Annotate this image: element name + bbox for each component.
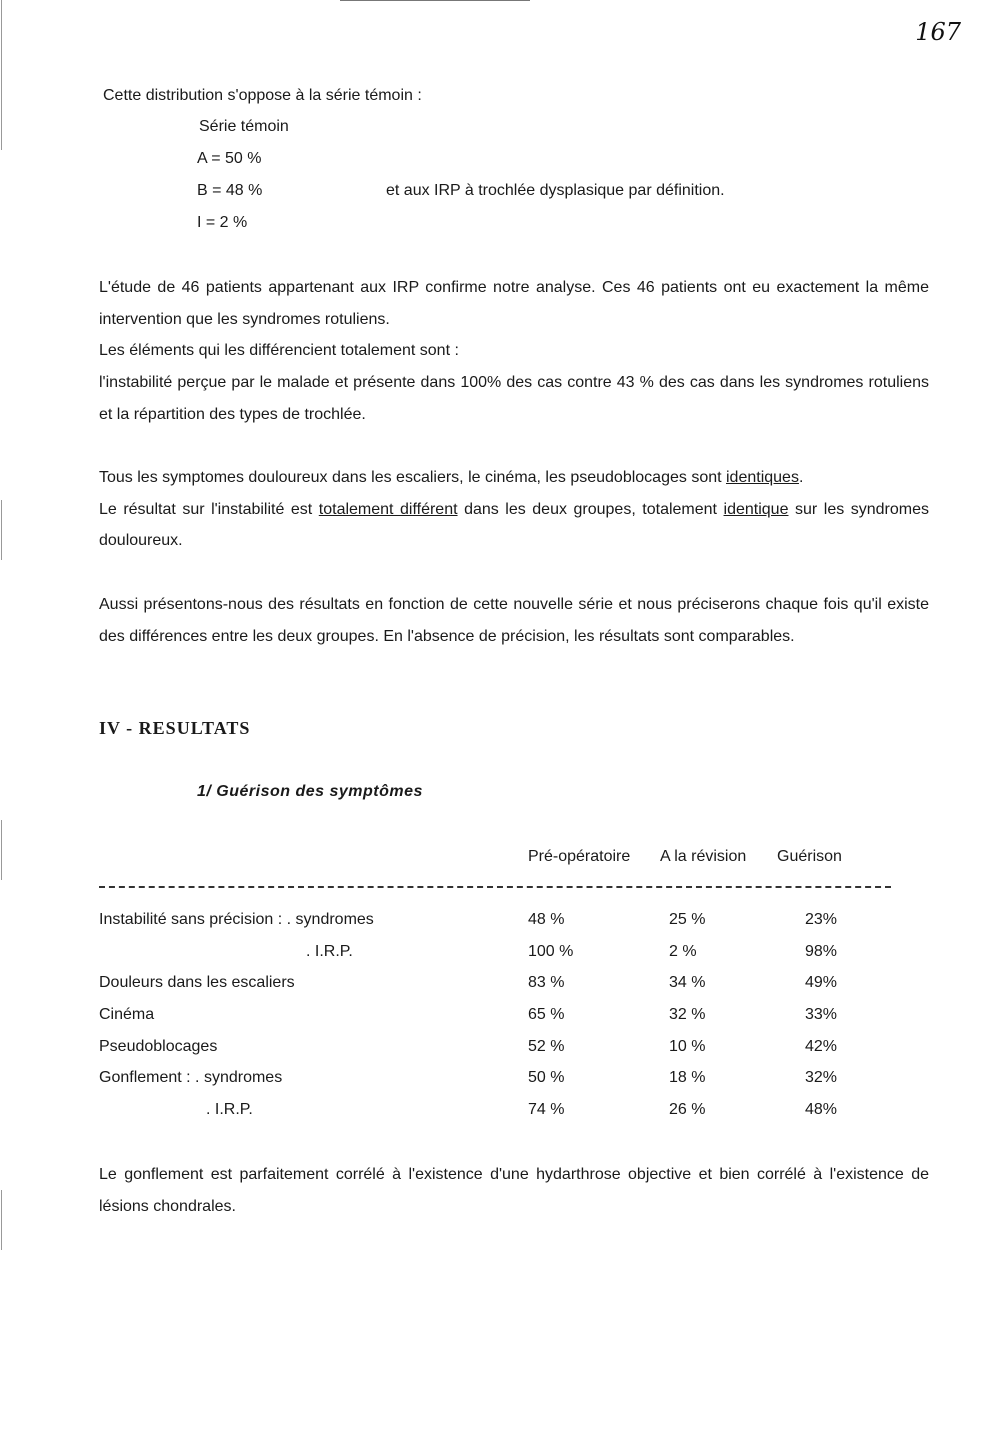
table-header-preop: Pré-opératoire — [528, 848, 631, 865]
table-header-guerison: Guérison — [777, 848, 842, 865]
serie-b-value: B = 48 % — [197, 182, 263, 199]
section-title: IV - RESULTATS — [99, 718, 251, 738]
table-row — [0, 911, 995, 933]
table-row — [0, 974, 995, 996]
row-revision: 18 % — [669, 1069, 706, 1086]
row-guerison: 32% — [805, 1069, 838, 1086]
row-guerison: 42% — [805, 1038, 838, 1055]
row-preop: 74 % — [528, 1101, 565, 1118]
row-label: Instabilité sans précision : . syndromes — [99, 911, 374, 928]
underlined-totalement-different: totalement différent — [318, 500, 458, 518]
serie-i-value: I = 2 % — [197, 214, 248, 231]
row-label: Gonflement : . syndromes — [99, 1069, 283, 1086]
underlined-identique: identique — [723, 500, 789, 518]
row-preop: 83 % — [528, 974, 565, 991]
table-row — [0, 943, 995, 965]
row-label: Douleurs dans les escaliers — [99, 974, 295, 991]
table-row — [0, 1101, 995, 1123]
row-preop: 50 % — [528, 1069, 565, 1086]
row-revision: 25 % — [669, 911, 706, 928]
row-guerison: 98% — [805, 943, 838, 960]
row-guerison: 23% — [805, 911, 838, 928]
scan-edge-mark — [1, 820, 2, 880]
underlined-identiques: identiques — [726, 469, 799, 486]
paragraph-symptomes: Tous les symptomes douloureux dans les escaliers, le cinéma, les pseudoblocages sont identiques. Le résultat sur l'instabilité est totalement différent dans les deux groupes, totalement identique sur les syndromes douloureux. — [99, 469, 929, 549]
row-revision: 32 % — [669, 1006, 706, 1023]
row-preop: 48 % — [528, 911, 565, 928]
row-guerison: 48% — [805, 1101, 838, 1118]
top-rule — [340, 0, 530, 1]
row-label: . I.R.P. — [306, 943, 353, 960]
table-row — [0, 1038, 995, 1060]
row-label: Pseudoblocages — [99, 1038, 218, 1055]
table-dashed-rule — [99, 886, 891, 888]
paragraph-gonflement: Le gonflement est parfaitement corrélé à l'existence d'une hydarthrose objective et bien corrélé à l'existence de lésions chondrales. — [99, 1166, 929, 1215]
serie-temoin-title: Série témoin — [199, 118, 289, 135]
table-row — [0, 1069, 995, 1091]
row-preop: 52 % — [528, 1038, 565, 1055]
row-guerison: 33% — [805, 1006, 838, 1023]
scan-edge-mark — [1, 1190, 2, 1250]
page-number: 167 — [915, 18, 961, 46]
serie-a-value: A = 50 % — [197, 150, 262, 167]
row-preop: 65 % — [528, 1006, 565, 1023]
row-label: . I.R.P. — [206, 1101, 253, 1118]
paragraph-instabilite: l'instabilité perçue par le malade et présente dans 100% des cas contre 43 % des cas dans les syndromes rotuliens et la répartition des types de trochlée. — [99, 374, 929, 423]
row-guerison: 49% — [805, 974, 838, 991]
row-revision: 34 % — [669, 974, 706, 991]
subsection-title: 1/ Guérison des symptômes — [197, 783, 423, 800]
scan-edge-mark — [1, 0, 2, 150]
scan-edge-mark — [1, 500, 2, 560]
paragraph-resultats-intro: Aussi présentons-nous des résultats en fonction de cette nouvelle série et nous préciserons chaque fois qu'il existe des différences entre les deux groupes. En l'absence de précision, les résultats sont comparables. — [99, 596, 929, 645]
row-label: Cinéma — [99, 1006, 155, 1023]
row-revision: 10 % — [669, 1038, 706, 1055]
paragraph-etude: L'étude de 46 patients appartenant aux IRP confirme notre analyse. Ces 46 patients ont eu exactement la même intervention que les syndromes rotuliens. — [99, 279, 929, 328]
row-revision: 2 % — [669, 943, 697, 960]
paragraph-elements-intro: Les éléments qui les différencient totalement sont : — [99, 342, 459, 359]
row-preop: 100 % — [528, 943, 574, 960]
row-revision: 26 % — [669, 1101, 706, 1118]
table-header-revision: A la révision — [660, 848, 747, 865]
irp-side-note: et aux IRP à trochlée dysplasique par définition. — [386, 182, 725, 199]
intro-line: Cette distribution s'oppose à la série témoin : — [103, 87, 422, 104]
table-row — [0, 1006, 995, 1028]
